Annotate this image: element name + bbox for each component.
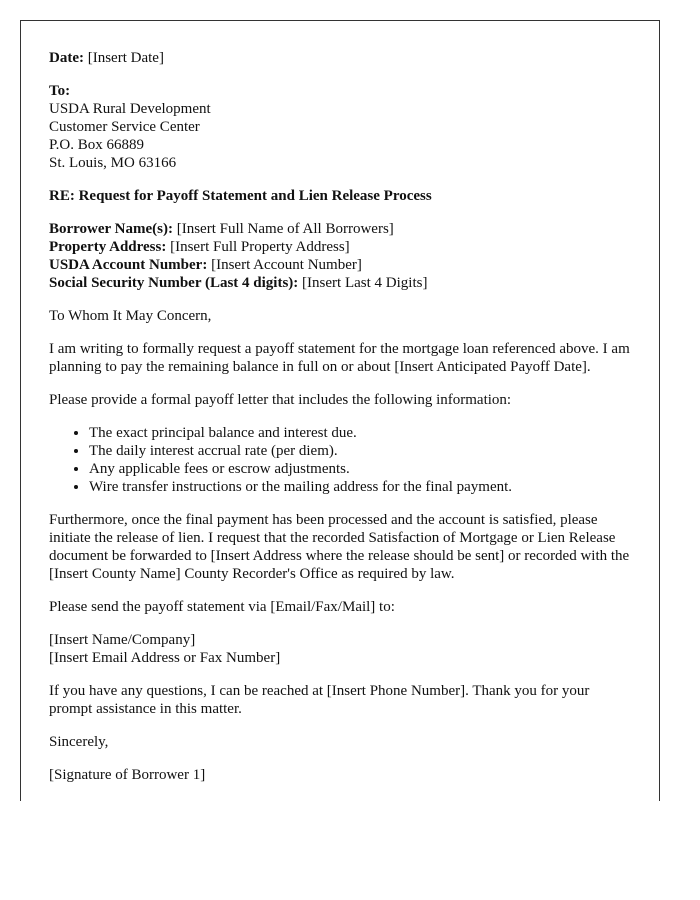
paragraph-lien-release: Furthermore, once the final payment has been processed and the account is satisfied, please initiate the release of lien. I request that the recorded Satisfaction of Mortgage or Lien Release document be forwarded to [Insert Address where the release should be sent] or recorded with the [Insert County Name] County Recorder's Office as required by law. bbox=[49, 512, 630, 582]
paragraph-info-intro: Please provide a formal payoff letter that includes the following information: bbox=[49, 392, 512, 408]
subject-text: RE: Request for Payoff Statement and Lien Release Process bbox=[49, 188, 432, 204]
paragraph-contact: If you have any questions, I can be reached at [Insert Phone Number]. Thank you for your prompt assistance in this matter. bbox=[49, 683, 590, 717]
list-item: • The exact principal balance and interest due. bbox=[89, 424, 631, 442]
recipient-line: P.O. Box 66889 bbox=[49, 137, 145, 153]
list-item: • Wire transfer instructions or the mailing address for the final payment. bbox=[89, 478, 631, 496]
send-to-block bbox=[49, 631, 631, 667]
paragraph-send-method: Please send the payoff statement via [Email/Fax/Mail] to: bbox=[49, 599, 395, 615]
send-to-line: [Insert Email Address or Fax Number] bbox=[49, 650, 281, 666]
list-item: • The daily interest accrual rate (per diem). bbox=[89, 442, 631, 460]
field-value: [Insert Full Property Address] bbox=[170, 239, 350, 255]
field-label: Social Security Number (Last 4 digits): bbox=[49, 275, 299, 291]
field-label: Borrower Name(s): bbox=[49, 221, 173, 237]
subject-line bbox=[49, 187, 631, 205]
send-to-line: [Insert Name/Company] bbox=[49, 632, 196, 648]
paragraph-request: I am writing to formally request a payoff statement for the mortgage loan referenced above. I am planning to pay the remaining balance in full on or about [Insert Anticipated Payoff Date]. bbox=[49, 341, 630, 375]
date-line bbox=[49, 49, 631, 67]
list-item: • Any applicable fees or escrow adjustments. bbox=[89, 460, 631, 478]
field-value: [Insert Full Name of All Borrowers] bbox=[176, 221, 394, 237]
info-list bbox=[49, 424, 631, 496]
recipient-line: USDA Rural Development bbox=[49, 101, 211, 117]
closing: Sincerely, bbox=[49, 734, 109, 750]
field-value: [Insert Last 4 Digits] bbox=[302, 275, 428, 291]
account-fields bbox=[49, 220, 631, 292]
recipient-block bbox=[49, 82, 631, 172]
date-value: [Insert Date] bbox=[87, 50, 164, 66]
recipient-line: St. Louis, MO 63166 bbox=[49, 155, 177, 171]
salutation: To Whom It May Concern, bbox=[49, 308, 212, 324]
field-label: Property Address: bbox=[49, 239, 167, 255]
letter-body bbox=[21, 21, 659, 784]
date-label: Date: bbox=[49, 50, 84, 66]
recipient-line: Customer Service Center bbox=[49, 119, 200, 135]
field-value: [Insert Account Number] bbox=[211, 257, 362, 273]
letter-page bbox=[20, 20, 660, 801]
to-label: To: bbox=[49, 83, 71, 99]
field-label: USDA Account Number: bbox=[49, 257, 208, 273]
signature-line: [Signature of Borrower 1] bbox=[49, 767, 206, 783]
